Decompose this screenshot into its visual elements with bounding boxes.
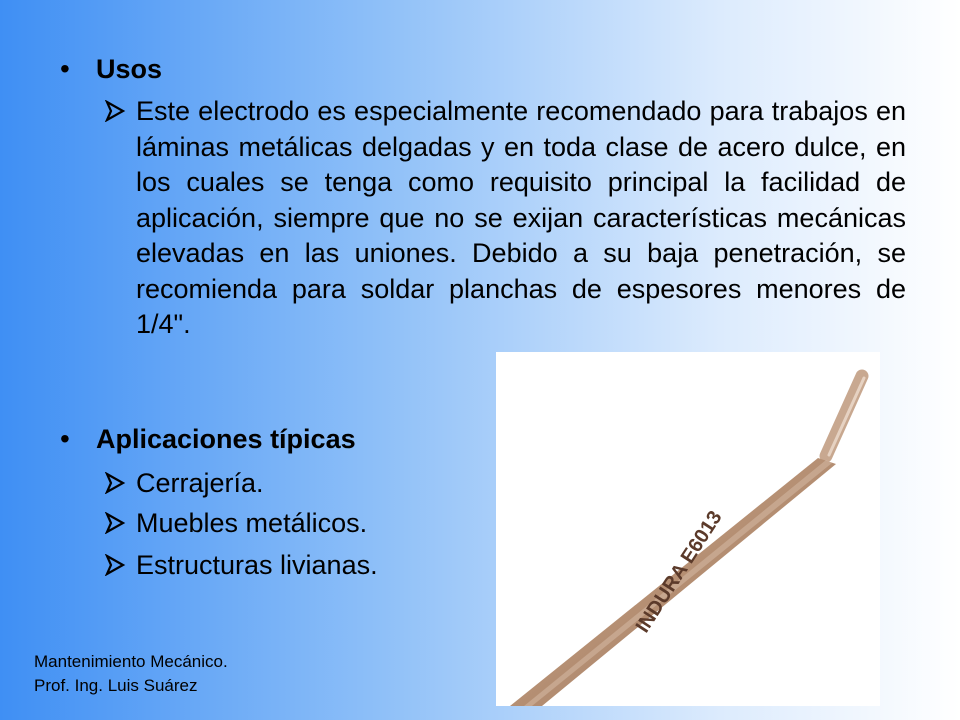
item-cerrajeria: Cerrajería. xyxy=(136,468,264,498)
item-estructuras: Estructuras livianas. xyxy=(136,550,378,580)
usos-paragraph: Este electrodo es especialmente recomendado para trabajos en láminas metálicas delgadas y en toda clase de acero dulce, en los cuales se tenga como requisito principal la facilidad de aplicación, siempre que no se exijan características mecánicas elevadas en las uniones. Debido a su baja penetración, se recomienda para soldar planchas de espesores menores de 1/4". xyxy=(136,96,906,339)
list-item xyxy=(104,466,264,501)
heading-aplicaciones: Aplicaciones típicas xyxy=(96,424,356,454)
bullet-usos xyxy=(60,54,162,85)
heading-usos: Usos xyxy=(96,54,163,84)
footer xyxy=(34,650,228,698)
arrow-bullet-icon xyxy=(104,466,136,501)
usos-paragraph-row xyxy=(104,94,906,343)
electrode-photo xyxy=(496,352,880,706)
arrow-bullet-icon xyxy=(104,94,136,343)
electrode-tip xyxy=(826,376,862,456)
bullet-dot-icon: • xyxy=(60,53,70,84)
arrow-bullet-icon xyxy=(104,506,136,541)
electrode-marking: INDURA E6013 xyxy=(631,506,727,637)
bullet-dot-icon: • xyxy=(60,423,70,454)
list-item xyxy=(104,506,367,541)
arrow-bullet-icon xyxy=(104,548,136,583)
list-item xyxy=(104,548,378,583)
item-muebles: Muebles metálicos. xyxy=(136,508,368,538)
footer-line-course: Mantenimiento Mecánico. xyxy=(34,652,228,671)
footer-line-professor: Prof. Ing. Luis Suárez xyxy=(34,676,198,695)
bullet-aplicaciones xyxy=(60,424,356,455)
